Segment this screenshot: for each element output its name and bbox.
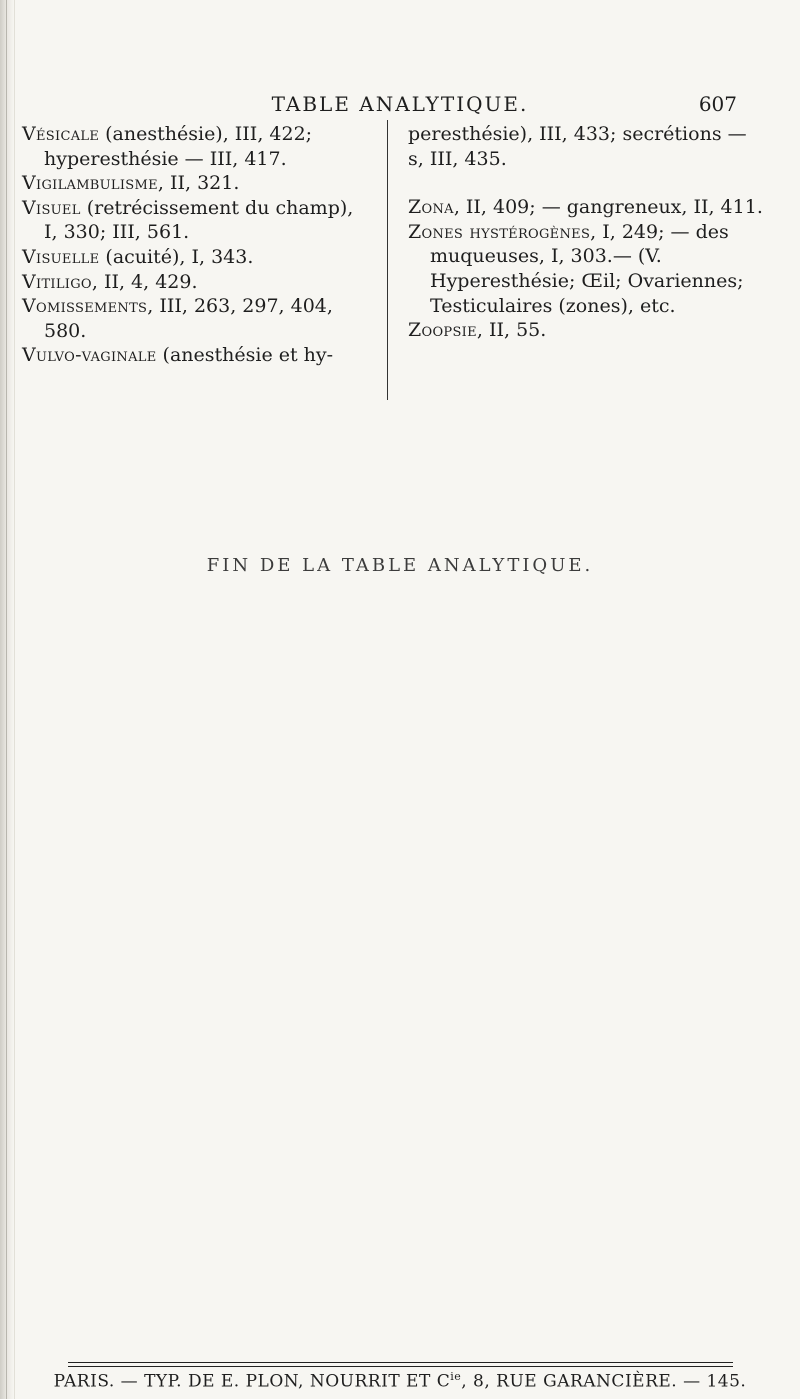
page-number: 607 xyxy=(698,92,737,116)
index-column-right xyxy=(408,122,768,343)
entry-head: Vitiligo xyxy=(22,270,92,293)
entry-text: , I, 249; — des muqueuses, I, 303.— (V. Hyperesthésie; Œil; Ovariennes; Testiculaires (zones), etc. xyxy=(430,220,744,317)
entry-text: , III, 263, 297, 404, 580. xyxy=(44,295,333,342)
index-entry xyxy=(22,171,367,196)
index-entry xyxy=(22,122,367,171)
entry-head: Zona xyxy=(408,196,454,219)
index-entry xyxy=(408,220,768,318)
entry-head: Vésicale xyxy=(22,123,100,145)
index-entry xyxy=(22,270,367,295)
index-entry xyxy=(22,245,367,270)
imprint-rule-top xyxy=(68,1362,733,1363)
index-entry xyxy=(408,195,768,220)
index-entry xyxy=(408,318,768,343)
entry-text: (acuité), I, 343. xyxy=(99,245,254,268)
index-column-left xyxy=(22,122,367,368)
entry-head: Visuelle xyxy=(22,245,100,268)
index-entry xyxy=(22,343,367,368)
page-header xyxy=(0,92,800,122)
printer-imprint xyxy=(0,1370,800,1392)
entry-text: (anesthésie), III, 422; hyperesthésie — III, 417. xyxy=(44,123,313,170)
entry-text: peresthésie), III, 433; secrétions — s, III, 435. xyxy=(408,123,747,170)
column-divider xyxy=(387,120,388,400)
entry-text: , II, 4, 429. xyxy=(91,270,198,293)
entry-text: (retrécissement du champ), I, 330; III, 561. xyxy=(44,196,354,244)
imprint-text-start: PARIS. — TYP. DE E. PLON, NOURRIT ET C xyxy=(53,1371,451,1392)
entry-head: Zones hystérogènes xyxy=(408,220,591,243)
imprint-text-end: , 8, RUE GARANCIÈRE. — 145. xyxy=(461,1371,747,1392)
entry-text: (anesthésie et hy- xyxy=(156,344,334,367)
entry-head: Visuel xyxy=(22,196,81,219)
end-of-table-label: FIN DE LA TABLE ANALYTIQUE. xyxy=(206,555,594,576)
entry-text: , II, 55. xyxy=(476,319,547,342)
binding-line xyxy=(6,0,7,1399)
entry-head: Vulvo-vaginale xyxy=(22,344,157,367)
entry-text: , II, 409; — gangreneux, II, 411. xyxy=(453,196,763,219)
running-title: TABLE ANALYTIQUE. xyxy=(271,92,529,116)
imprint-superscript: ie xyxy=(450,1370,462,1383)
page-binding-edge xyxy=(0,0,15,1399)
entry-text: , II, 321. xyxy=(157,172,240,195)
index-entry xyxy=(22,196,367,245)
entry-head: Vomissements xyxy=(22,295,148,318)
imprint-rule-bottom xyxy=(68,1366,733,1367)
index-entry-continuation xyxy=(408,122,768,171)
index-entry xyxy=(22,294,367,343)
entry-head: Vigilambulisme xyxy=(22,172,158,195)
entry-head: Zoopsie xyxy=(408,319,477,342)
